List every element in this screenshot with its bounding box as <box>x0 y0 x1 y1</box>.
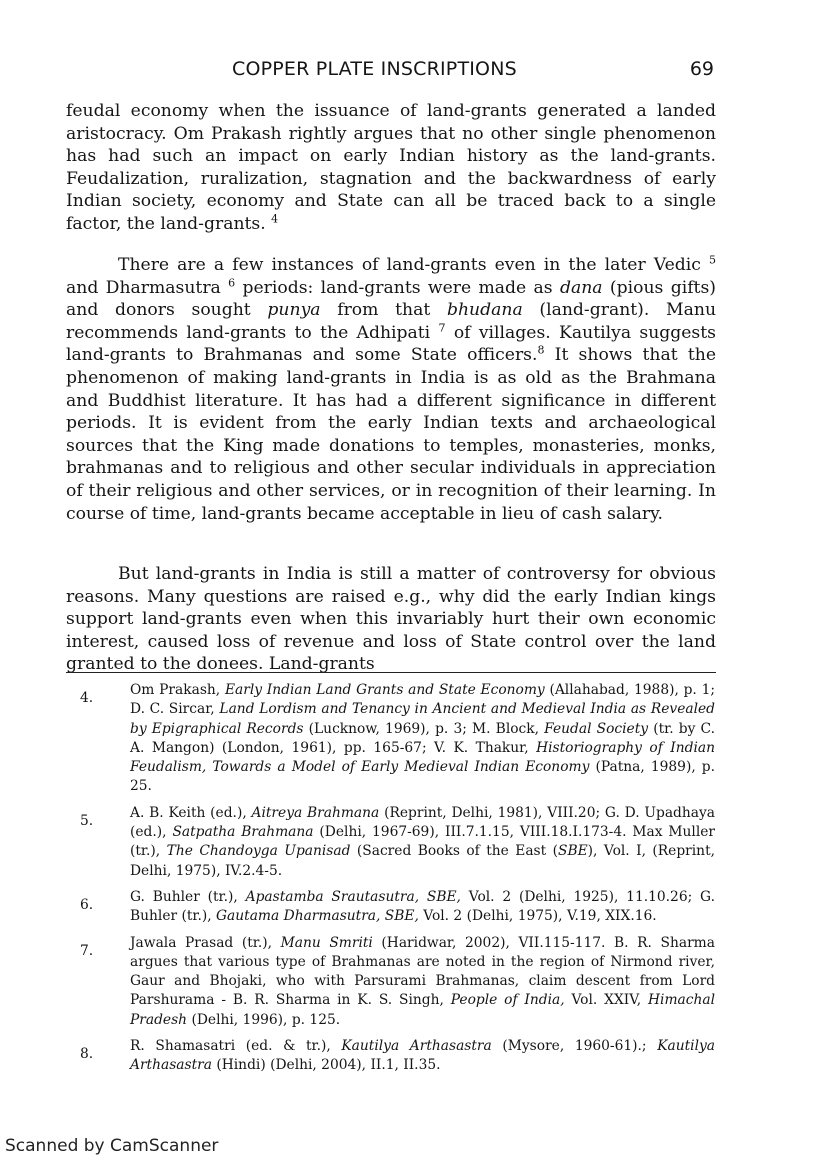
body-paragraph-1 <box>66 100 716 236</box>
footnote-ref-7: 7 <box>438 321 446 335</box>
citation-text: (Allahabad, 1988), p. 1; D. C. Sircar, <box>130 682 715 718</box>
citation-title: Gautama Dharmasutra, SBE, <box>216 908 419 925</box>
citation-text: Vol. 2 (Delhi, 1925), 11.10.26; G. Buhler (tr.), <box>130 888 715 925</box>
citation-title: Aitreya Brahmana <box>251 804 380 821</box>
citation-text: (Mysore, 1960-61).; <box>502 1038 647 1055</box>
body-paragraph-2 <box>66 254 716 525</box>
text-run: and Dharmasutra <box>66 277 221 298</box>
citation-text: ), Vol. I, (Reprint, Delhi, 1975), IV.2.4-5. <box>130 843 716 879</box>
citation-text: (Patna, 1989), p. 25. <box>130 759 716 795</box>
text-run: periods: land-grants were made as <box>242 277 553 298</box>
italic-term: punya <box>267 300 321 321</box>
citation-title: Himachal Pradesh <box>130 992 716 1028</box>
paragraph-text: feudal economy when the issuance of land-grants generated a landed aristocracy. Om Prakash rightly argues that no other single phenomenon has had such an impact on early Indian history as the land-grants. Feudalization, ruralization, stagnation and the backwardness of early Indian society, economy and State can all be traced back to a single factor, the land-grants. <box>66 101 716 234</box>
citation-text: G. Buhler (tr.), <box>130 888 238 905</box>
citation-title: Historiography of Indian Feudalism, Towards a Model of Early Medieval Indian Economy <box>130 739 715 776</box>
citation-text: Om Prakash, <box>130 682 221 698</box>
footnote-8 <box>72 1037 715 1076</box>
text-run: of villages. Kautilya suggests land-grants to Brahmanas and some State officers. <box>66 322 716 366</box>
body-paragraph-3 <box>66 563 716 676</box>
footnote-6 <box>72 888 715 927</box>
running-head-title: COPPER PLATE INSCRIPTIONS <box>232 58 517 80</box>
footnote-number: 6. <box>80 896 94 913</box>
citation-title: Apastamba Srautasutra, SBE, <box>245 888 461 905</box>
citation-title: SBE <box>558 843 588 860</box>
footnote-number: 4. <box>80 690 94 706</box>
citation-title: Satpatha Brahmana <box>172 824 314 841</box>
citation-title: The Chandoyga Upanisad <box>166 843 351 860</box>
citation-text: Vol. XXIV, <box>571 992 642 1009</box>
citation-text: (Delhi, 1967-69), III.7.1.15, VIII.18.I.173-4. Max Muller (tr.), <box>130 824 716 860</box>
citation-text: A. B. Keith (ed.), <box>130 804 247 821</box>
paragraph-text: But land-grants in India is still a matter of controversy for obvious reasons. Many questions are raised e.g., why did the early Indian kings support land-grants even when this invariably hurt their own economic interest, caused loss of revenue and loss of State control over the land granted to the donees. Land-grants <box>66 564 716 675</box>
citation-title: Kautilya Arthasastra <box>341 1038 492 1055</box>
citation-title: Feudal Society <box>544 720 649 737</box>
citation-title: Land Lordism and Tenancy in Ancient and Medieval India as Revealed by Epigraphical Records <box>130 701 715 737</box>
footnote-rule <box>66 672 716 673</box>
italic-term: dana <box>559 277 603 298</box>
citation-text: R. Shamasatri (ed. & tr.), <box>130 1038 331 1055</box>
text-run: There are a few instances of land-grants even in the later Vedic <box>118 255 701 275</box>
citation-text: (Lucknow, 1969), p. 3; M. Block, <box>308 720 540 737</box>
footnote-number: 8. <box>80 1046 94 1063</box>
footnote-number: 7. <box>80 942 94 959</box>
footnote-number: 5. <box>80 812 94 829</box>
scanner-watermark: Scanned by CamScanner <box>5 1136 219 1156</box>
footnote-5 <box>72 804 715 881</box>
page-number: 69 <box>689 58 714 80</box>
citation-text: (Delhi, 1996), p. 125. <box>191 1011 341 1028</box>
citation-title: Kautilya Arthasastra <box>130 1038 715 1074</box>
footnote-ref-8: 8 <box>537 343 545 357</box>
citation-text: (Haridwar, 2002), VII.115-117. B. R. Sharma argues that various type of Brahmanas are noted in the region of Nirmond river, Gaur and Bhojaki, who with Parsurami Brahmanas, claim descent from Lord Parshurama - B. R. Sharma in K. S. Singh, <box>130 934 715 1009</box>
text-run: (pious gifts) and donors sought <box>66 277 716 321</box>
citation-text: (tr. by C. A. Mangon) (London, 1961), pp. 165-67; V. K. Thakur, <box>130 720 715 756</box>
citation-text: (Reprint, Delhi, 1981), VIII.20; G. D. Upadhaya (ed.), <box>130 804 716 841</box>
text-run: It shows that the phenomenon of making land-grants in India is as old as the Brahmana and Buddhist literature. It has had a different significance in different periods. It is evident from the early Indian texts and archaeological sources that the King made donations to temples, monasteries, monks, brahmanas and to religious and other secular individuals in appreciation of their religious and other services, or in recognition of their learning. In course of time, land-grants became acceptable in lieu of cash salary. <box>66 345 716 524</box>
footnote-ref-4: 4 <box>271 212 279 226</box>
citation-text: (Sacred Books of the East ( <box>356 843 558 860</box>
citation-text: Vol. 2 (Delhi, 1975), V.19, XIX.16. <box>423 908 657 925</box>
citation-title: Early Indian Land Grants and State Economy <box>224 682 545 698</box>
citation-text: (Hindi) (Delhi, 2004), II.1, II.35. <box>216 1057 441 1074</box>
citation-text: Jawala Prasad (tr.), <box>130 934 273 951</box>
running-head <box>66 58 714 86</box>
footnote-ref-6: 6 <box>228 275 236 289</box>
footnote-ref-5: 5 <box>708 253 716 267</box>
citation-title: Manu Smriti <box>280 934 373 951</box>
footnote-4 <box>72 681 715 797</box>
footnote-7 <box>72 934 715 1030</box>
citation-title: People of India, <box>450 992 565 1009</box>
text-run: (land-grant). Manu recommends land-grants to the Adhipati <box>66 300 717 343</box>
italic-term: bhudana <box>446 300 523 321</box>
text-run: from that <box>337 300 431 321</box>
footnotes <box>72 681 715 1083</box>
